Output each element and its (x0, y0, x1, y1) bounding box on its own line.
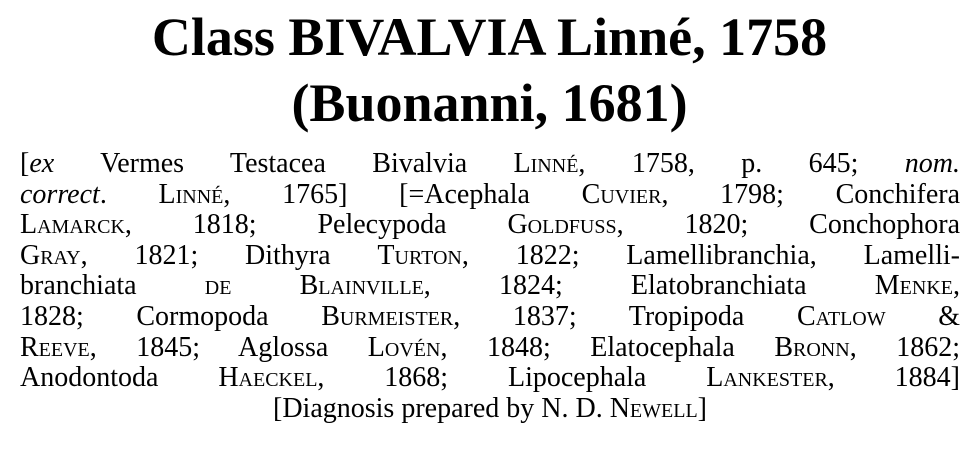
text-line-6: 1828; Cormopoda Burmeister, 1837; Tropipoda Catlow & (20, 300, 960, 332)
text-line-3: Lamarck, 1818; Pelecypoda Goldfuss, 1820; Conchophora (20, 209, 961, 241)
text-line-8: Anodontoda Haeckel, 1868; Lipocephala Lankester, 1884] (20, 362, 960, 394)
synonymy-paragraph (20, 149, 960, 424)
text-line-5: branchiata de Blainville, 1824; Elatobranchiata Menke, (20, 270, 960, 302)
text-line-7: Reeve, 1845; Aglossa Lovén, 1848; Elatocephala Bronn, 1862; (20, 331, 960, 363)
diagnosis-credit: [Diagnosis prepared by N. D. Newell] (273, 392, 707, 424)
class-title: Class BIVALVIA Linné, 1758 (151, 7, 828, 67)
text-line-2: correct. Linné, 1765] [=Acephala Cuvier, 1798; Conchifera (20, 178, 960, 210)
class-author: (Buonanni, 1681) (291, 73, 688, 133)
text-line-1: [ex Vermes Testacea Bivalvia Linné, 1758, p. 645; nom. (20, 148, 960, 179)
text-line-4: Gray, 1821; Dithyra Turton, 1822; Lamellibranchia, Lamelli- (20, 239, 960, 271)
